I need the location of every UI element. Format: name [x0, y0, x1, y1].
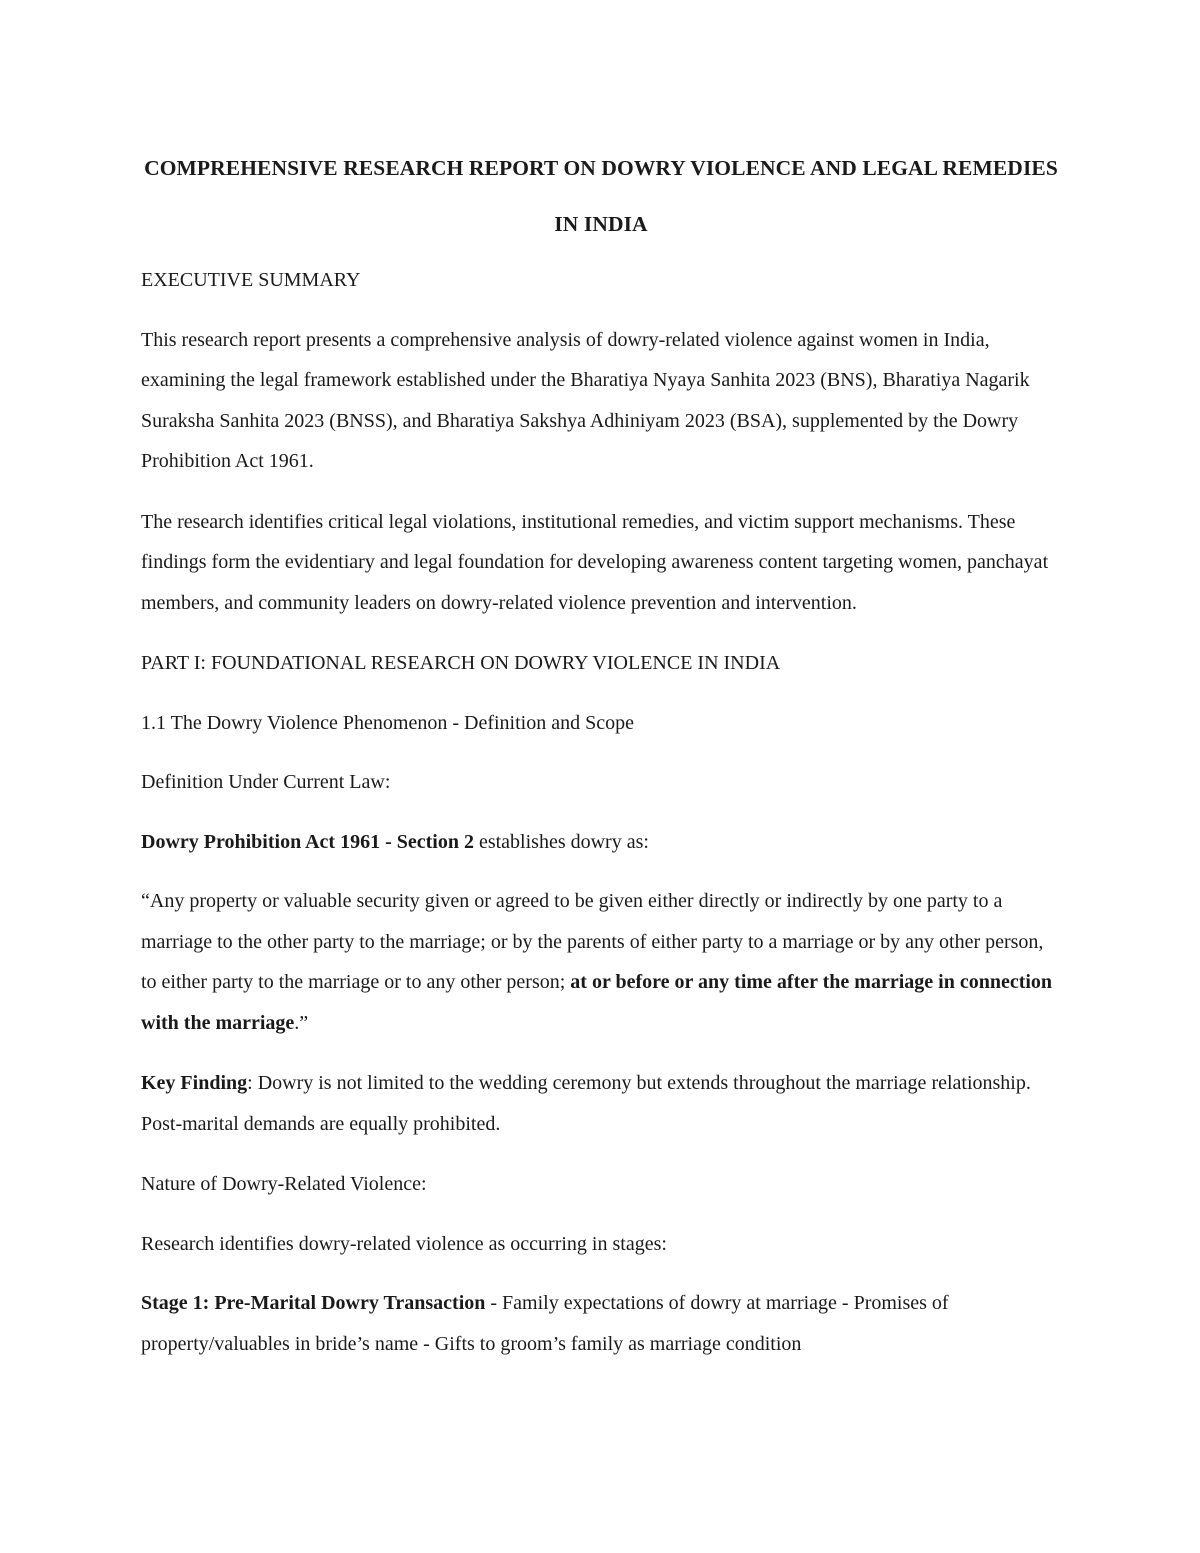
stage-1-text: - Family expectations of dowry at marriage - Promises of property/valuables in bride’s name - Gifts to groom’s family as marriage condition: [141, 1292, 949, 1355]
quote-end: .”: [294, 1011, 309, 1034]
act-reference: [141, 822, 1061, 863]
stage-1: [141, 1283, 1061, 1364]
act-reference-bold: Dowry Prohibition Act 1961 - Section 2: [141, 830, 474, 853]
dowry-definition-quote: [141, 881, 1061, 1043]
quote-text: “Any property or valuable security given or agreed to be given either directly or indirectly by one party to a marriage to the other party to the marriage; or by the parents of either party to a marriage or by any other person, to either party to the marriage or to any other person;: [141, 890, 1044, 993]
definition-heading: Definition Under Current Law:: [141, 771, 391, 793]
key-finding: [141, 1063, 1061, 1144]
document-page: [141, 140, 1061, 1384]
nature-heading: Nature of Dowry-Related Violence:: [141, 1173, 427, 1195]
stages-intro: Research identifies dowry-related violence as occurring in stages:: [141, 1232, 667, 1255]
act-reference-text: establishes dowry as:: [473, 830, 649, 853]
stage-1-label: Stage 1: Pre-Marital Dowry Transaction: [141, 1292, 486, 1314]
key-finding-label: Key Finding: [141, 1072, 248, 1094]
executive-summary-heading: EXECUTIVE SUMMARY: [141, 269, 361, 291]
executive-summary-paragraph-1: This research report presents a comprehensive analysis of dowry-related violence against women in India, examining the legal framework established under the Bharatiya Nyaya Sanhita 2023 (BNS), Bharatiya Nagarik Suraksha Sanhita 2023 (BNSS), and Bharatiya Sakshya Adhiniyam 2023 (BSA), supplemented by the Dowry Prohibition Act 1961.: [141, 328, 1030, 472]
part-1-heading: PART I: FOUNDATIONAL RESEARCH ON DOWRY VIOLENCE IN INDIA: [141, 652, 781, 674]
section-1-1-heading: 1.1 The Dowry Violence Phenomenon - Definition and Scope: [141, 711, 634, 734]
key-finding-text: : Dowry is not limited to the wedding ceremony but extends throughout the marriage relationship. Post-marital demands are equally prohibited.: [141, 1072, 1031, 1135]
quote-bold-text: at or before or any time after the marriage in connection with the marriage: [141, 971, 1053, 1034]
report-title: COMPREHENSIVE RESEARCH REPORT ON DOWRY VIOLENCE AND LEGAL REMEDIES IN INDIA: [144, 156, 1058, 236]
executive-summary-paragraph-2: The research identifies critical legal violations, institutional remedies, and victim support mechanisms. These findings form the evidentiary and legal foundation for developing awareness content targeting women, panchayat members, and community leaders on dowry-related violence prevention and intervention.: [141, 510, 1049, 614]
